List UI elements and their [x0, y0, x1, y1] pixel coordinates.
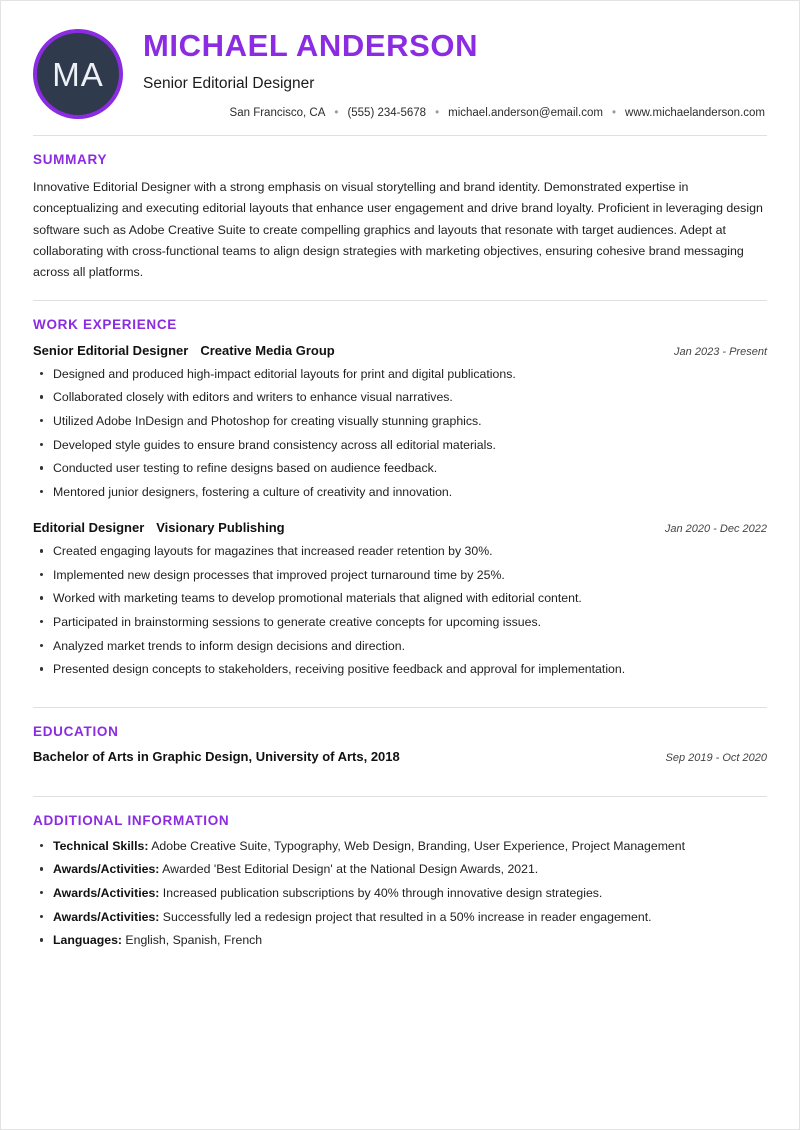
experience-title-company: [33, 519, 285, 537]
contact-row: [143, 107, 767, 119]
contact-website[interactable]: www.michaelanderson.com: [625, 107, 765, 120]
additional-info-label: Awards/Activities:: [53, 862, 160, 877]
bullet-item: Conducted user testing to refine designs based on audience feedback.: [33, 460, 767, 484]
education-entry-header: [33, 749, 767, 770]
avatar-initials: MA: [52, 55, 104, 93]
resume-header: [33, 23, 767, 125]
additional-info-item: [33, 932, 767, 956]
education-dates: Sep 2019 - Oct 2020: [665, 751, 767, 764]
experience-company: Creative Media Group: [200, 342, 335, 358]
contact-location: San Francisco, CA: [229, 107, 326, 120]
additional-info-label: Technical Skills:: [53, 838, 149, 853]
experience-bullet-list: [33, 543, 767, 695]
header-text-block: [123, 23, 767, 119]
additional-info-value: Adobe Creative Suite, Typography, Web Design, Branding, User Experience, Project Management: [148, 838, 686, 853]
bullet-item: Mentored junior designers, fostering a culture of creativity and innovation.: [33, 484, 767, 508]
experience-dates: Jan 2023 - Present: [674, 345, 767, 358]
section-education: [33, 708, 767, 778]
additional-info-item: [33, 838, 767, 862]
section-summary: [33, 136, 767, 284]
avatar: [33, 29, 123, 119]
experience-entry-header: [33, 519, 767, 543]
summary-text: Innovative Editorial Designer with a strong emphasis on visual storytelling and brand identity. Demonstrated expertise in conceptualizing and executing editorial layouts that enhance user engagement and drive brand loyalty. Proficient in leveraging design software such as Adobe Creative Suite to create compelling graphics and layouts that resonate with target audiences. Adept at collaborating with cross-functional teams to align design strategies with marketing objectives, ensuring cohesive brand messaging across all platforms.: [33, 180, 763, 280]
candidate-job-title: Senior Editorial Designer: [143, 75, 315, 93]
experience-bullet-list: [33, 366, 767, 518]
bullet-item: Collaborated closely with editors and writers to enhance visual narratives.: [33, 389, 767, 413]
additional-info-label: Awards/Activities:: [53, 886, 160, 901]
education-entry: [33, 749, 767, 778]
contact-email[interactable]: michael.anderson@email.com: [448, 107, 603, 120]
experience-job-title: Editorial Designer: [33, 520, 145, 536]
additional-info-value: Increased publication subscriptions by 40% through innovative design strategies.: [159, 886, 603, 901]
section-title-summary: SUMMARY: [33, 152, 108, 168]
contact-separator: •: [611, 107, 617, 120]
additional-info-label: Languages:: [53, 933, 123, 948]
education-degree: Bachelor of Arts in Graphic Design, University of Arts, 2018: [33, 748, 400, 764]
experience-entry-header: [33, 342, 767, 366]
contact-separator: •: [334, 107, 339, 120]
additional-info-label: Awards/Activities:: [53, 909, 160, 924]
experience-dates: Jan 2020 - Dec 2022: [664, 523, 767, 536]
bullet-item: Utilized Adobe InDesign and Photoshop for creating visually stunning graphics.: [33, 413, 767, 437]
bullet-item: Created engaging layouts for magazines that increased reader retention by 30%.: [33, 543, 767, 567]
experience-company: Visionary Publishing: [156, 520, 285, 536]
contact-phone[interactable]: (555) 234-5678: [347, 107, 427, 120]
section-title-additional-information: ADDITIONAL INFORMATION: [33, 812, 230, 828]
section-work-experience: [33, 301, 767, 697]
bullet-item: Worked with marketing teams to develop promotional materials that aligned with editorial content.: [33, 590, 767, 614]
section-title-work-experience: WORK EXPERIENCE: [33, 316, 178, 332]
section-title-education: EDUCATION: [33, 723, 119, 739]
experience-job-title: Senior Editorial Designer: [33, 342, 189, 358]
bullet-item: Developed style guides to ensure brand consistency across all editorial materials.: [33, 437, 767, 461]
bullet-item: Presented design concepts to stakeholders, receiving positive feedback and approval for implementation.: [33, 661, 767, 685]
bullet-item: Implemented new design processes that improved project turnaround time by 25%.: [33, 567, 767, 591]
experience-title-company: [33, 342, 335, 360]
experience-entry: [33, 342, 767, 520]
bullet-item: Analyzed market trends to inform design decisions and direction.: [33, 638, 767, 662]
additional-info-value: Awarded 'Best Editorial Design' at the National Design Awards, 2021.: [159, 862, 539, 877]
additional-info-value: Successfully led a redesign project that resulted in a 50% increase in reader engagement.: [159, 909, 652, 924]
contact-separator: •: [435, 107, 440, 120]
experience-entry: [33, 519, 767, 697]
bullet-item: Designed and produced high-impact editorial layouts for print and digital publications.: [33, 366, 767, 390]
additional-info-value: English, Spanish, French: [122, 933, 263, 948]
additional-info-item: [33, 861, 767, 885]
additional-information-list: [33, 838, 767, 966]
bullet-item: Participated in brainstorming sessions to generate creative concepts for upcoming issues.: [33, 614, 767, 638]
additional-info-item: [33, 909, 767, 933]
additional-info-item: [33, 885, 767, 909]
candidate-name: MICHAEL ANDERSON: [143, 28, 479, 63]
section-additional-information: [33, 797, 767, 966]
